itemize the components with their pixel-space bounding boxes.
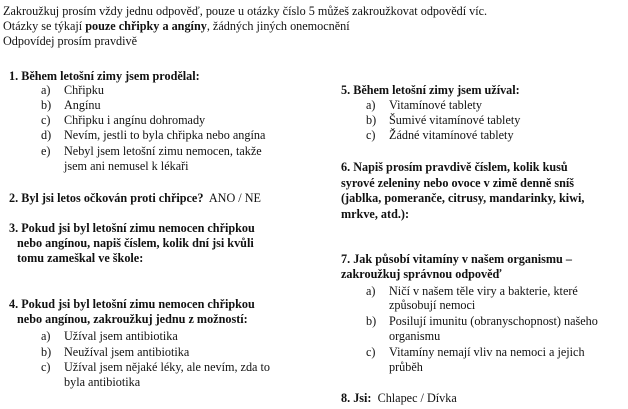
option-text: Chřipku: [64, 83, 104, 97]
question-5-title: 5. Během letošní zimy jsem užíval:: [341, 83, 520, 97]
option-text: Užíval jsem antibiotika: [64, 329, 178, 343]
intro-line-2-post: , žádných jiných onemocnění: [206, 19, 350, 33]
option-text: Užíval jsem nějaké léky, ale nevím, zda to: [64, 360, 270, 374]
option-letter: e): [41, 144, 51, 158]
question-1-option-a[interactable]: [41, 84, 104, 97]
option-letter: b): [366, 113, 377, 127]
question-2-answer[interactable]: ANO / NE: [208, 191, 261, 205]
question-6-line-1: 6. Napiš prosím pravdivě číslem, kolik kusů: [341, 160, 568, 174]
option-letter: a): [366, 98, 376, 112]
question-7-line-1: 7. Jak působí vitamíny v našem organismu –: [341, 252, 572, 266]
question-6-line-4: mrkve, atd.):: [341, 207, 410, 221]
intro-line-2-bold: pouze chřipky a angíny: [85, 19, 207, 33]
question-1-option-c[interactable]: [41, 114, 205, 127]
question-7-option-b-continued: organismu: [389, 329, 441, 343]
question-5-option-c[interactable]: [366, 129, 514, 142]
option-letter: c): [41, 360, 51, 374]
option-text: Posilují imunitu (obranyschopnost) našeho: [389, 314, 598, 328]
option-letter: b): [366, 314, 377, 328]
intro-line-2-pre: Otázky se týkají: [3, 19, 86, 33]
option-letter: b): [41, 98, 52, 112]
question-1-option-e-continued: jsem ani nemusel k lékaři: [64, 159, 189, 173]
question-4-line-2: nebo angínou, zakroužkuj jednu z možností:: [17, 312, 248, 326]
option-letter: c): [366, 345, 376, 359]
question-1-title: 1. Během letošní zimy jsem prodělal:: [9, 69, 200, 83]
question-7-option-c-continued: průběh: [389, 360, 423, 374]
option-text: Ničí v našem těle viry a bakterie, které: [389, 284, 578, 298]
question-3-line-1: 3. Pokud jsi byl letošní zimu nemocen chřipkou: [9, 221, 255, 235]
option-text: Nevím, jestli to byla chřipka nebo angína: [64, 128, 266, 142]
question-6-line-3: (jablka, pomeranče, citrusy, mandarinky, kiwi,: [341, 191, 585, 205]
question-3-line-3: tomu zameškal ve škole:: [17, 251, 144, 265]
option-letter: a): [41, 329, 51, 343]
option-text: Vitamínové tablety: [389, 98, 483, 112]
option-text: Nebyl jsem letošní zimu nemocen, takže: [64, 144, 262, 158]
question-4-line-1: 4. Pokud jsi byl letošní zimu nemocen chřipkou: [9, 297, 255, 311]
option-text: Žádné vitamínové tablety: [389, 128, 514, 142]
option-letter: b): [41, 345, 52, 359]
option-letter: d): [41, 128, 52, 142]
question-8-title: 8. Jsi:: [341, 391, 372, 405]
question-7-option-b[interactable]: [366, 315, 598, 328]
question-7-option-a-continued: způsobují nemoci: [389, 298, 476, 312]
question-4-option-b[interactable]: [41, 346, 189, 359]
intro-line-3: Odpovídej prosím pravdivě: [3, 34, 138, 48]
question-4-option-c-continued: byla antibiotika: [64, 375, 141, 389]
question-8: [341, 392, 457, 405]
question-2: [9, 192, 261, 205]
option-text: Neužíval jsem antibiotika: [64, 345, 190, 359]
option-letter: a): [366, 284, 376, 298]
question-1-option-e[interactable]: [41, 145, 262, 158]
option-text: Angínu: [64, 98, 101, 112]
intro-line-2: [3, 20, 350, 33]
option-text: Vitamíny nemají vliv na nemoci a jejich: [389, 345, 585, 359]
question-1-option-d[interactable]: [41, 129, 265, 142]
intro-line-1: Zakroužkuj prosím vždy jednu odpověď, pouze u otázky číslo 5 můžeš zakroužkovat odpovědí víc.: [3, 4, 488, 18]
option-letter: c): [366, 128, 376, 142]
question-7-line-2: zakroužkuj správnou odpověď: [341, 267, 502, 281]
option-letter: c): [41, 113, 51, 127]
question-3-line-2: nebo angínou, napiš číslem, kolik dní jsi kvůli: [17, 236, 254, 250]
question-7-option-c[interactable]: [366, 346, 585, 359]
question-5-option-b[interactable]: [366, 114, 520, 127]
question-1-option-b[interactable]: [41, 99, 101, 112]
question-8-answer[interactable]: Chlapec / Dívka: [377, 391, 457, 405]
question-4-option-a[interactable]: [41, 330, 178, 343]
question-4-option-c[interactable]: [41, 361, 270, 374]
option-letter: a): [41, 83, 51, 97]
option-text: Chřipku i angínu dohromady: [64, 113, 206, 127]
question-5-option-a[interactable]: [366, 99, 482, 112]
option-text: Šumivé vitamínové tablety: [389, 113, 521, 127]
question-2-title: 2. Byl jsi letos očkován proti chřipce?: [9, 191, 204, 205]
question-6-line-2: syrové zeleniny nebo ovoce v zimě denně sníš: [341, 176, 575, 190]
question-7-option-a[interactable]: [366, 285, 578, 298]
